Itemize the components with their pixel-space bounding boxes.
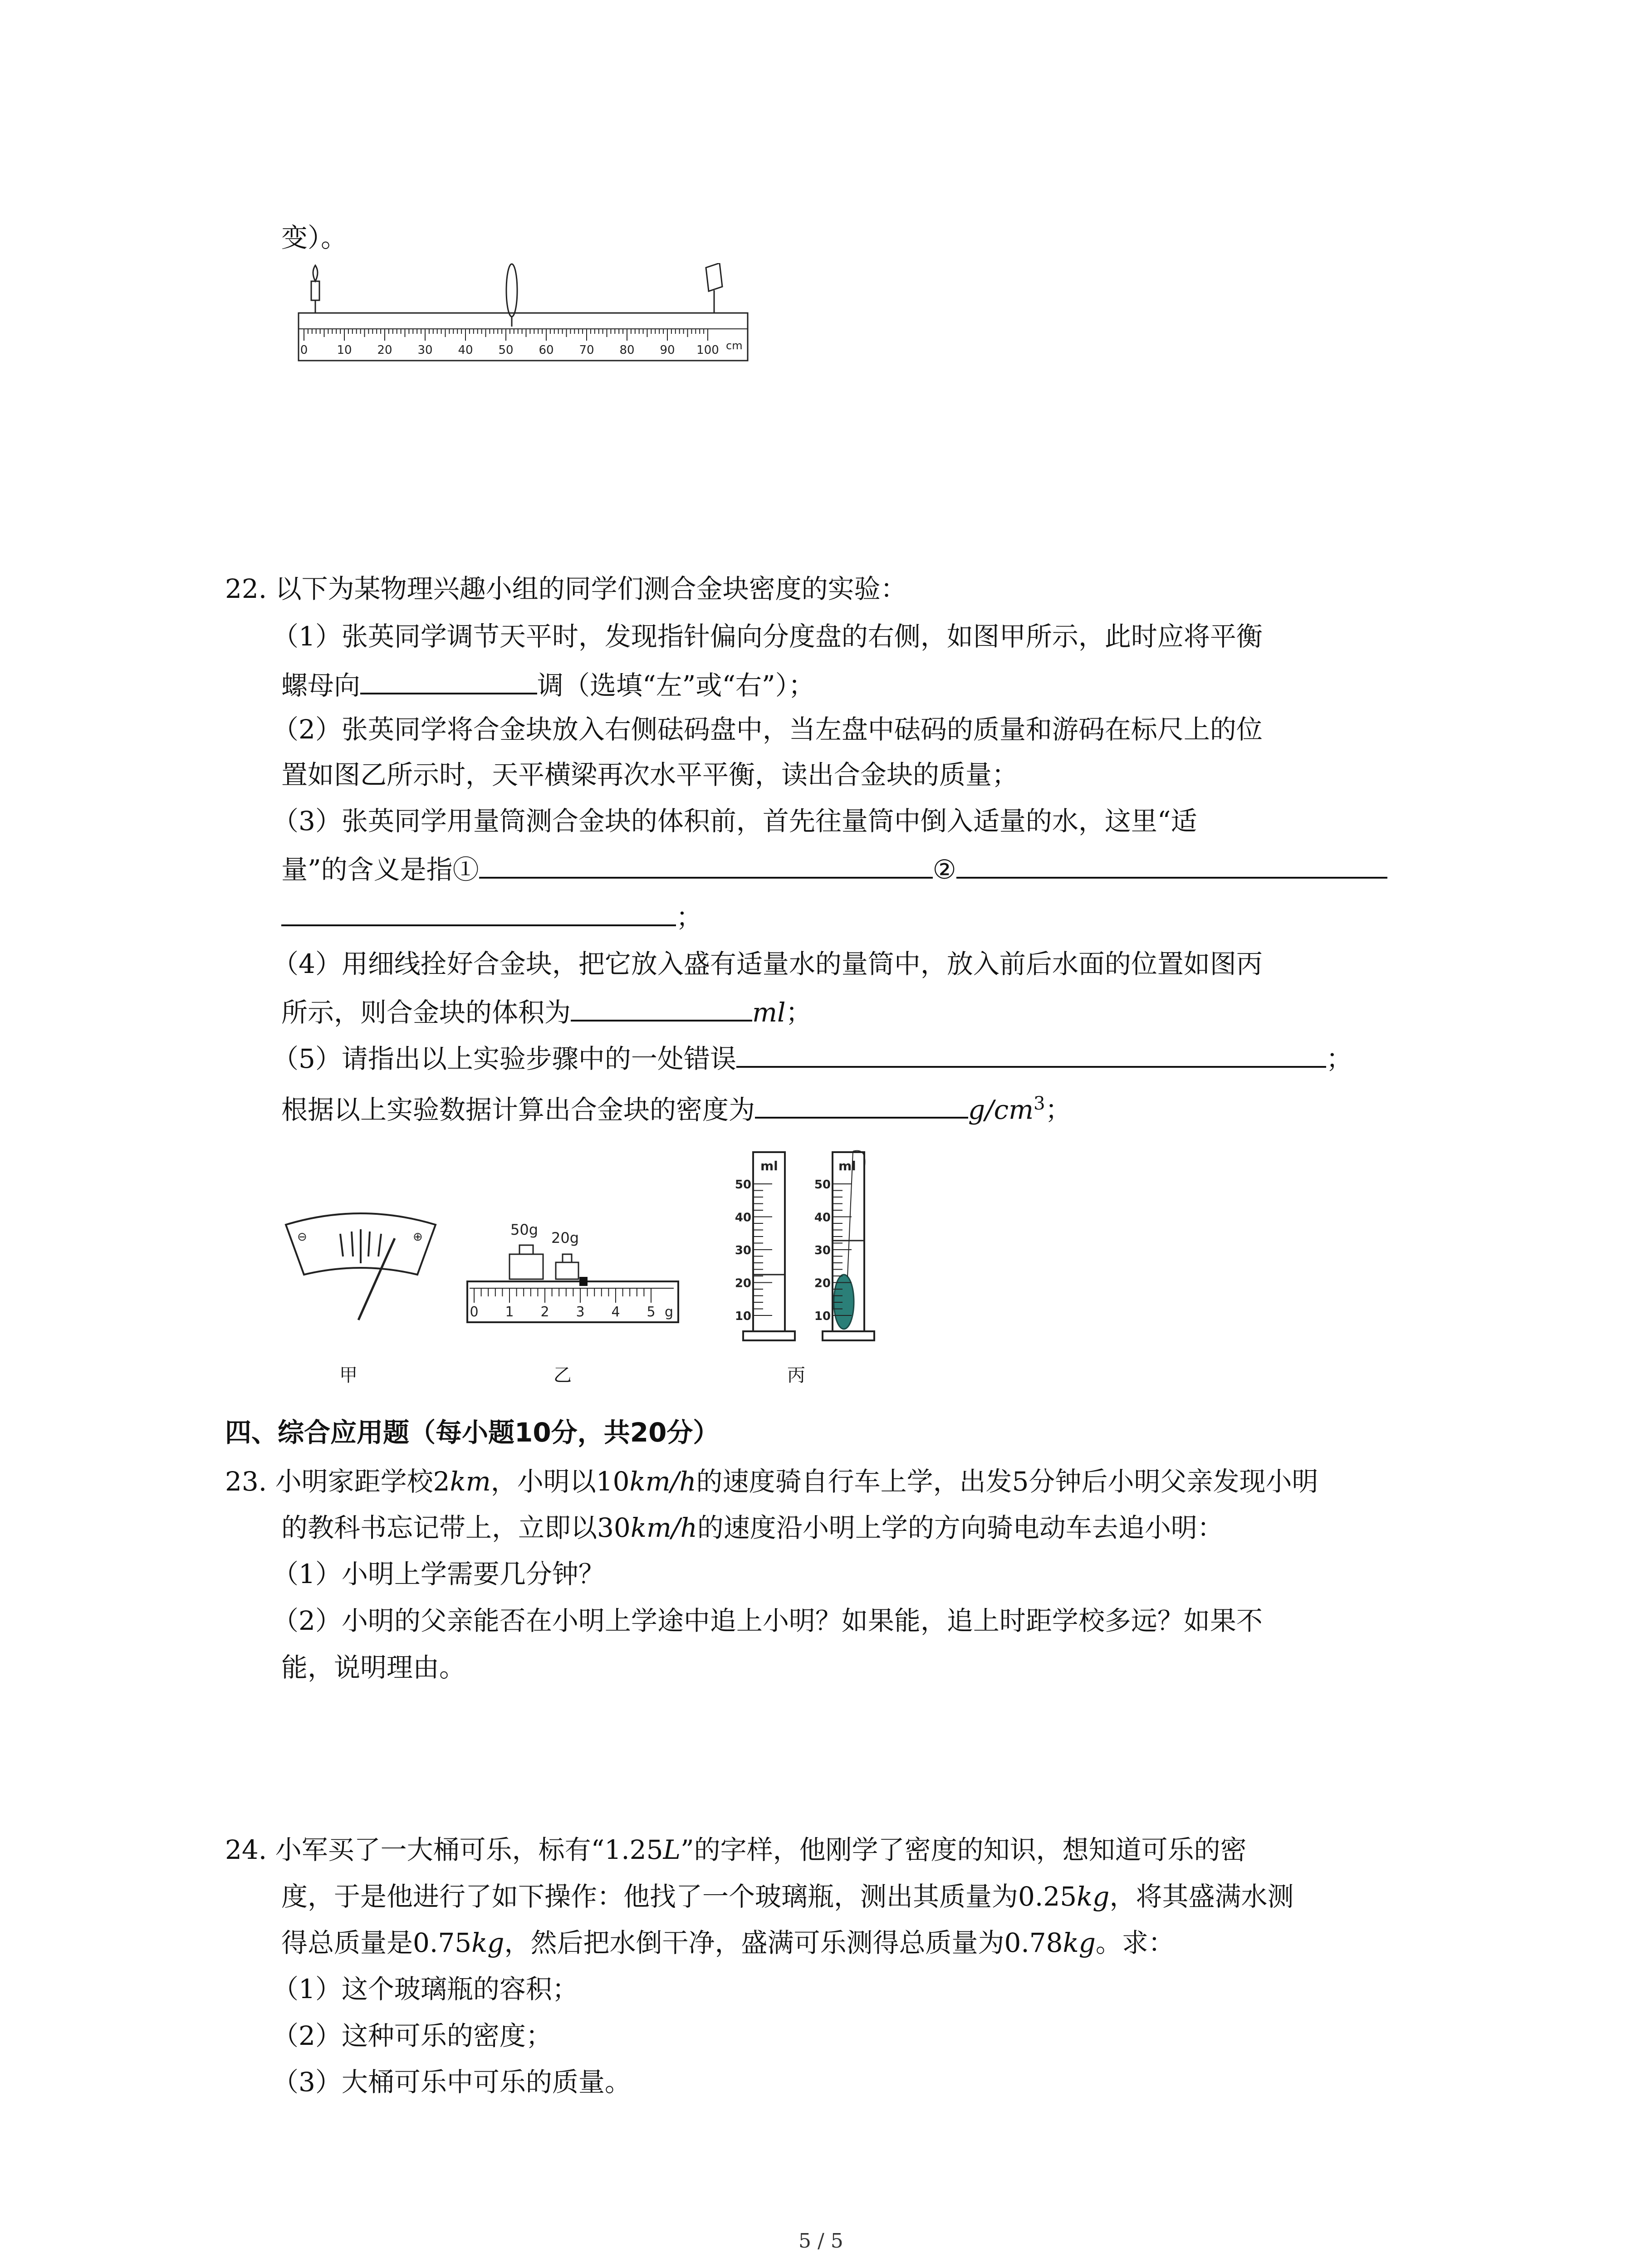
svg-text:⊖: ⊖ <box>297 1230 307 1244</box>
q22-p5-text-c: 根据以上实验数据计算出合金块的密度为 <box>281 1094 755 1125</box>
cylinder-scale-label: 10 <box>735 1310 751 1323</box>
figure-bing-cylinders <box>730 1148 894 1352</box>
q23-l2-a: 的教科书忘记带上，立即以30 <box>281 1512 631 1543</box>
q22-part4-line1: （4）用细线拴好合金块，把它放入盛有适量水的量筒中，放入前后水面的位置如图丙 <box>272 948 1263 979</box>
rider-scale-label: 1 <box>505 1304 514 1320</box>
q22-part1-line1: （1）张英同学调节天平时，发现指针偏向分度盘的右侧，如图甲所示，此时应将平衡 <box>272 621 1263 652</box>
answer-blank-5[interactable] <box>571 988 752 1022</box>
q23-l1-c: 的速度骑自行车上学，出发5分钟后小明父亲发现小明 <box>696 1466 1318 1497</box>
bench-ruler-labels <box>300 343 719 357</box>
q23-part2-line1: （2）小明的父亲能否在小明上学途中追上小明？如果能，追上时距学校多远？如果不 <box>272 1605 1263 1636</box>
bench-ruler-ticks <box>304 329 708 341</box>
svg-text:⊕: ⊕ <box>413 1230 423 1244</box>
q22-part2-line2: 置如图乙所示时，天平横梁再次水平平衡，读出合金块的质量； <box>281 759 1019 790</box>
candle-icon <box>311 265 319 313</box>
q22-p5-end: ； <box>1045 1094 1072 1125</box>
q22-p5-unit: g/cm <box>968 1094 1034 1125</box>
bench-ruler-label: 10 <box>337 343 352 357</box>
rider-scale-label: 4 <box>611 1304 620 1320</box>
q22-p1-text-b: 调（选填“左”或“右”）； <box>537 670 815 701</box>
cylinder-before-scale <box>735 1178 751 1323</box>
figure-bing-label: 丙 <box>787 1365 805 1386</box>
q24-part2: （2）这种可乐的密度； <box>272 2020 552 2051</box>
q24-line2 <box>281 1875 1293 1918</box>
rider-icon <box>579 1277 588 1286</box>
q22-part4-line2 <box>281 988 812 1034</box>
q22-p3-text-c: ； <box>676 902 703 933</box>
bench-ruler-label: 50 <box>498 343 514 357</box>
figure-yi-label: 乙 <box>554 1365 572 1386</box>
q21-tail-text: 变）。 <box>281 222 348 253</box>
answer-blank-6[interactable] <box>736 1034 1326 1068</box>
weight-50g-icon <box>509 1245 543 1279</box>
q24-l1-b: ”的字样，他刚学了密度的知识，想知道可乐的密 <box>681 1834 1247 1865</box>
answer-blank-4[interactable] <box>281 893 676 926</box>
lens-icon <box>506 264 517 327</box>
q24-l2-b: ，将其盛满水测 <box>1109 1881 1294 1912</box>
cylinder-scale-label: 30 <box>735 1244 751 1257</box>
q22-part1-line2 <box>281 661 815 707</box>
q23-l1-a: 23. 小明家距学校2 <box>225 1466 450 1497</box>
q22-part3-line1: （3）张英同学用量筒测合金块的体积前，首先往量筒中倒入适量的水，这里“适 <box>272 806 1197 836</box>
q24-l1-a: 24. 小军买了一大桶可乐，标有“1.25 <box>225 1834 663 1865</box>
figure-yi-weights <box>460 1216 687 1338</box>
q22-p3-text-b: ② <box>932 854 956 885</box>
q22-part5-line2 <box>281 1082 1072 1131</box>
cylinder-scale-label: 20 <box>814 1276 831 1290</box>
bench-ruler-label: 40 <box>458 343 473 357</box>
q22-p3-text-a: 量”的含义是指① <box>281 854 479 885</box>
answer-blank-3[interactable] <box>956 845 1387 879</box>
q22-part3-line2 <box>281 845 1387 891</box>
cylinder-scale-label: 40 <box>814 1211 831 1225</box>
cylinder-after <box>814 1151 874 1340</box>
q24-line3 <box>281 1921 1175 1965</box>
cylinder-after-scale <box>814 1178 831 1323</box>
q22-p1-text-a: 螺母向 <box>281 670 361 701</box>
weight-20g-label: 20g <box>551 1229 579 1246</box>
q23-l1-unit1: km <box>450 1466 491 1497</box>
q22-stem: 22. 以下为某物理兴趣小组的同学们测合金块密度的实验： <box>225 573 907 604</box>
q24-l2-a: 度，于是他进行了如下操作：他找了一个玻璃瓶，测出其质量为0.25 <box>281 1881 1077 1912</box>
q23-part1: （1）小明上学需要几分钟？ <box>272 1559 605 1589</box>
rider-scale-unit: g <box>665 1304 674 1320</box>
cylinder-before <box>735 1152 795 1340</box>
cylinder-scale-label: 20 <box>735 1276 751 1290</box>
q22-p4-unit: ml <box>752 997 786 1028</box>
bench-ruler-label: 70 <box>579 343 594 357</box>
rider-scale-label: 5 <box>647 1304 656 1320</box>
q24-part1: （1）这个玻璃瓶的容积； <box>272 1974 578 2004</box>
q22-p5-unit-exp: 3 <box>1034 1093 1045 1114</box>
q24-l3-a: 得总质量是0.75 <box>281 1927 472 1958</box>
optical-bench-figure <box>290 263 758 381</box>
q22-part5-line1 <box>272 1034 1352 1080</box>
q23-l1-b: ，小明以10 <box>490 1466 630 1497</box>
dial-pointer <box>358 1238 395 1320</box>
rider-scale-label: 0 <box>470 1304 479 1320</box>
cylinder-before-unit: ml <box>760 1158 778 1173</box>
q23-l2-unit: km/h <box>630 1512 697 1543</box>
cylinder-scale-label: 40 <box>735 1211 751 1225</box>
answer-blank-2[interactable] <box>479 845 933 879</box>
bench-ruler-label: 0 <box>300 343 308 357</box>
page-number: 5 / 5 <box>798 2229 843 2253</box>
q24-l3-unit2: kg <box>1063 1927 1096 1958</box>
figure-jia-dial <box>277 1207 445 1325</box>
cylinder-after-unit: ml <box>838 1158 856 1173</box>
q23-l1-unit2: km/h <box>629 1466 696 1497</box>
q24-part3: （3）大桶可乐中可乐的质量。 <box>272 2067 631 2097</box>
q22-p4-end: ； <box>785 997 812 1028</box>
q24-l2-unit: kg <box>1077 1881 1110 1912</box>
q24-l1-unit: L <box>663 1834 681 1865</box>
cylinder-scale-label: 50 <box>735 1178 751 1192</box>
answer-blank-7[interactable] <box>755 1085 968 1119</box>
section-4-title: 四、综合应用题（每小题10分，共20分） <box>225 1417 720 1448</box>
q24-l3-unit1: kg <box>471 1927 505 1958</box>
screen-icon <box>706 263 722 313</box>
weight-50g-label: 50g <box>510 1221 539 1238</box>
bench-ruler-label: 100 <box>696 343 719 357</box>
q22-part3-line3 <box>281 893 702 939</box>
rider-scale-ticks <box>470 1288 674 1303</box>
q22-p5-text-b: ； <box>1326 1043 1352 1074</box>
bench-ruler-label: 30 <box>417 343 433 357</box>
rider-scale-labels <box>470 1304 655 1320</box>
q23-part2-line2: 能，说明理由。 <box>281 1652 466 1683</box>
bench-ruler-label: 80 <box>619 343 635 357</box>
q22-p4-text-a: 所示，则合金块的体积为 <box>281 997 571 1028</box>
bench-ruler-label: 90 <box>660 343 675 357</box>
q24-l3-c: 。求： <box>1095 1927 1175 1958</box>
q24-l3-b: ，然后把水倒干净，盛满可乐测得总质量为0.78 <box>504 1927 1063 1958</box>
q23-line2 <box>281 1506 1224 1549</box>
q24-line1 <box>225 1828 1247 1872</box>
figure-jia-label: 甲 <box>339 1365 358 1386</box>
q23-l2-b: 的速度沿小明上学的方向骑电动车去追小明： <box>697 1512 1224 1543</box>
bench-ruler-label: 60 <box>539 343 554 357</box>
bench-ruler <box>299 313 748 361</box>
cylinder-scale-label: 50 <box>814 1178 831 1192</box>
q22-part2-line1: （2）张英同学将合金块放入右侧砝码盘中，当左盘中砝码的质量和游码在标尺上的位 <box>272 714 1263 745</box>
bench-ruler-label: 20 <box>377 343 392 357</box>
weight-20g-icon <box>556 1254 578 1279</box>
rider-scale-label: 3 <box>576 1304 585 1320</box>
q22-p5-text-a: （5）请指出以上实验步骤中的一处错误 <box>272 1043 736 1074</box>
q23-line1 <box>225 1460 1318 1503</box>
rider-scale-label: 2 <box>540 1304 549 1320</box>
cylinder-scale-label: 10 <box>814 1310 831 1323</box>
bench-ruler-unit: cm <box>726 339 743 352</box>
answer-blank-1[interactable] <box>360 661 537 694</box>
cylinder-scale-label: 30 <box>814 1244 831 1257</box>
